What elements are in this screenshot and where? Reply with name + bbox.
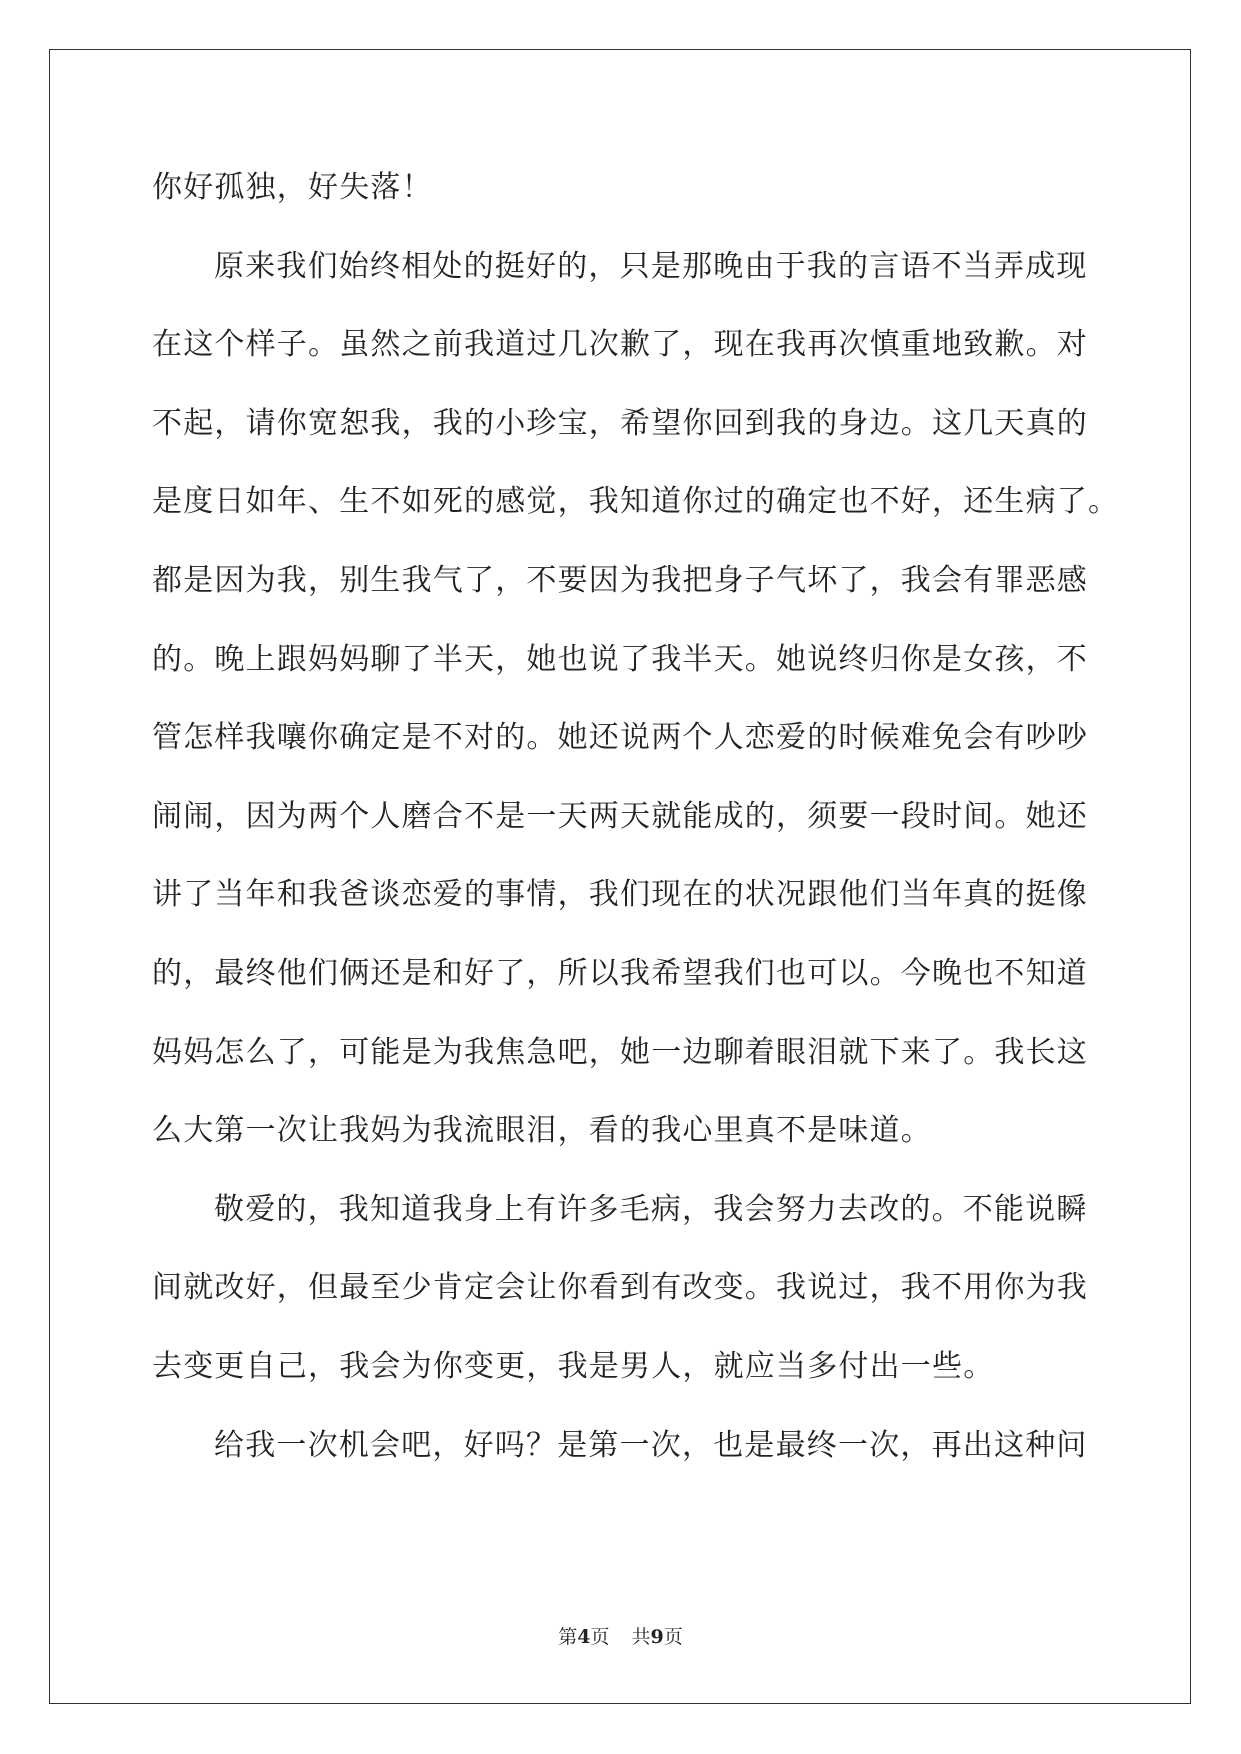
document-body xyxy=(152,162,1120,1498)
page-suffix: 页 xyxy=(590,1626,610,1648)
total-page-number: 9 xyxy=(650,1626,664,1648)
page-footer xyxy=(0,1622,1241,1649)
text-line: 你好孤独，好失落！ xyxy=(152,170,433,205)
text-line: 间就改好，但最至少肯定会让你看到有改变。我说过，我不用你为我 xyxy=(152,1270,1088,1306)
current-page-number: 4 xyxy=(577,1626,591,1648)
text-line: 是度日如年、生不如死的感觉，我知道你过的确定也不好，还生病了。 xyxy=(152,484,1120,520)
text-line: 给我一次机会吧，好吗？是第一次，也是最终一次，再出这种问 xyxy=(214,1427,1088,1463)
text-line: 都是因为我，别生我气了，不要因为我把身子气坏了，我会有罪恶感 xyxy=(152,562,1088,598)
total-prefix: 共 xyxy=(631,1626,651,1648)
text-line: 讲了当年和我爸谈恋爱的事情，我们现在的状况跟他们当年真的挺像 xyxy=(152,877,1088,913)
text-line: 在这个样子。虽然之前我道过几次歉了，现在我再次慎重地致歉。对 xyxy=(152,327,1088,363)
text-line: 的。晚上跟妈妈聊了半天，她也说了我半天。她说终归你是女孩，不 xyxy=(152,641,1088,677)
text-line: 原来我们始终相处的挺好的，只是那晚由于我的言语不当弄成现 xyxy=(214,248,1088,284)
text-line: 敬爱的，我知道我身上有许多毛病，我会努力去改的。不能说瞬 xyxy=(214,1191,1088,1227)
text-line: 么大第一次让我妈为我流眼泪，看的我心里真不是味道。 xyxy=(152,1113,932,1149)
text-line: 不起，请你宽恕我，我的小珍宝，希望你回到我的身边。这几天真的 xyxy=(152,405,1088,441)
total-suffix: 页 xyxy=(663,1626,683,1648)
text-line: 管怎样我嚷你确定是不对的。她还说两个人恋爱的时候难免会有吵吵 xyxy=(152,720,1088,756)
text-line: 的，最终他们俩还是和好了，所以我希望我们也可以。今晚也不知道 xyxy=(152,955,1088,991)
text-line: 妈妈怎么了，可能是为我焦急吧，她一边聊着眼泪就下来了。我长这 xyxy=(152,1034,1088,1070)
page-prefix: 第 xyxy=(558,1626,578,1648)
text-line: 闹闹，因为两个人磨合不是一天两天就能成的，须要一段时间。她还 xyxy=(152,798,1088,834)
text-line: 去变更自己，我会为你变更，我是男人，就应当多付出一些。 xyxy=(152,1348,995,1384)
